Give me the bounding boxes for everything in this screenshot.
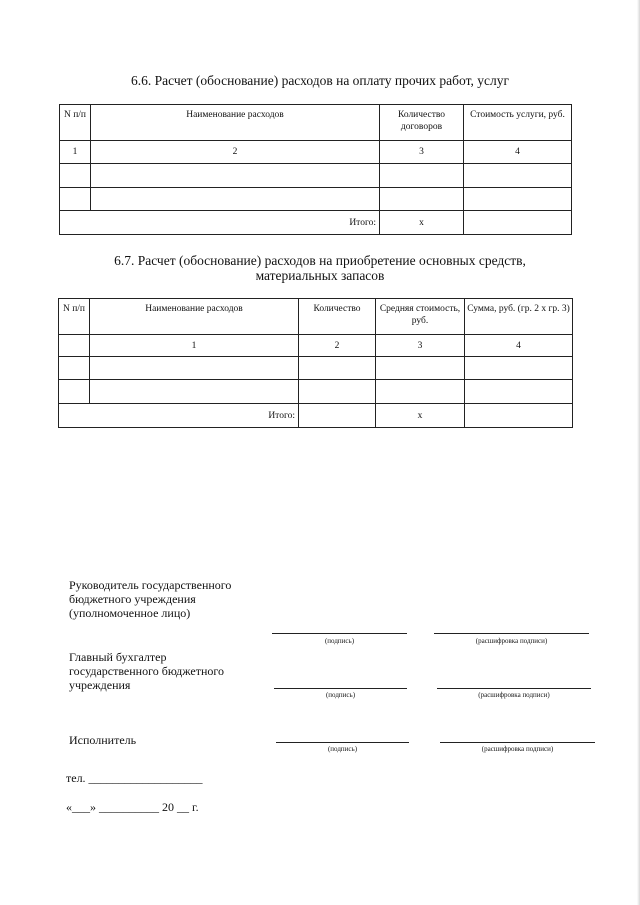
header-cell: Количество xyxy=(299,299,376,335)
column-number-row xyxy=(60,141,572,164)
head-decoding-caption: (расшифровка подписи) xyxy=(475,637,548,645)
head-signature-line xyxy=(272,633,407,634)
number-cell: 4 xyxy=(465,335,573,357)
empty-row xyxy=(59,380,573,404)
empty-row xyxy=(59,357,573,380)
total-row xyxy=(60,211,572,235)
table-6-6 xyxy=(59,104,572,235)
table-header-row xyxy=(59,299,573,335)
number-cell: 3 xyxy=(380,141,464,164)
total-label: Итого: xyxy=(90,404,299,428)
number-cell: 4 xyxy=(464,141,572,164)
header-cell: Количество договоров xyxy=(380,105,464,141)
total-x: x xyxy=(380,211,464,235)
header-cell: Наименование расходов xyxy=(91,105,380,141)
header-cell: N п/п xyxy=(59,299,90,335)
column-number-row xyxy=(59,335,573,357)
executor-decoding-caption: (расшифровка подписи) xyxy=(481,745,554,753)
label-line: учреждения xyxy=(69,678,131,692)
table-6-7 xyxy=(58,298,573,428)
label-line: Руководитель государственного xyxy=(69,578,232,592)
section-6-6-title: 6.6. Расчет (обоснование) расходов на оплату прочих работ, услуг xyxy=(131,73,509,88)
header-cell: Наименование расходов xyxy=(90,299,299,335)
empty-row xyxy=(60,188,572,211)
section-6-7-title-line-2: материальных запасов xyxy=(255,268,385,283)
number-cell: 2 xyxy=(91,141,380,164)
header-cell: Средняя стоимость, руб. xyxy=(376,299,465,335)
total-x: x xyxy=(376,404,465,428)
total-label: Итого: xyxy=(91,211,380,235)
executor-signature-line xyxy=(276,742,409,743)
total-row xyxy=(59,404,573,428)
executor-signature-caption: (подпись) xyxy=(327,745,358,753)
label-line: (уполномоченное лицо) xyxy=(69,606,191,620)
section-6-7-title-line-1: 6.7. Расчет (обоснование) расходов на приобретение основных средств, xyxy=(114,253,526,268)
number-cell: 1 xyxy=(60,141,91,164)
label-line: государственного бюджетного xyxy=(69,664,225,678)
accountant-signature-caption: (подпись) xyxy=(325,691,356,699)
label-line: Главный бухгалтер xyxy=(69,650,167,664)
executor-decoding-line xyxy=(440,742,595,743)
empty-row xyxy=(60,164,572,188)
executor-label: Исполнитель xyxy=(69,733,137,747)
header-cell: N п/п xyxy=(60,105,91,141)
number-cell: 2 xyxy=(299,335,376,357)
number-cell: 1 xyxy=(90,335,299,357)
head-signature-label xyxy=(69,578,231,620)
date-field: «___» __________ 20 __ г. xyxy=(66,800,199,814)
accountant-signature-label xyxy=(69,650,224,692)
label-line: бюджетного учреждения xyxy=(69,592,196,606)
phone-field: тел. ___________________ xyxy=(66,771,203,785)
accountant-decoding-line xyxy=(437,688,591,689)
accountant-decoding-caption: (расшифровка подписи) xyxy=(478,691,550,699)
header-cell: Сумма, руб. (гр. 2 х гр. 3) xyxy=(465,299,573,335)
table-header-row xyxy=(60,105,572,141)
header-cell: Стоимость услуги, руб. xyxy=(464,105,572,141)
head-decoding-line xyxy=(434,633,589,634)
head-signature-caption: (подпись) xyxy=(324,637,355,645)
number-cell: 3 xyxy=(376,335,465,357)
accountant-signature-line xyxy=(274,688,407,689)
